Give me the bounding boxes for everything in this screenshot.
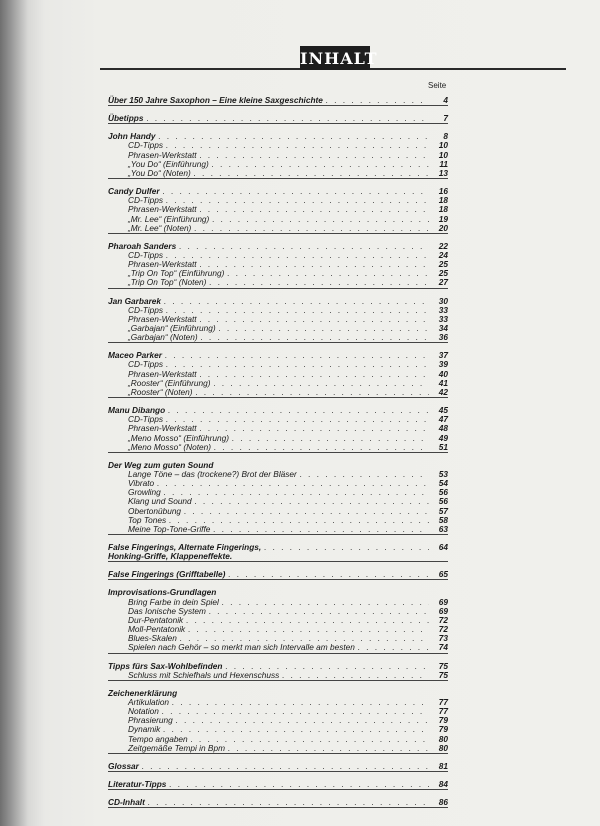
dot-leader bbox=[326, 95, 429, 105]
toc-entry-page: 54 bbox=[438, 478, 448, 489]
toc-entry-title: Top Tones bbox=[128, 514, 167, 525]
toc-entry-title: False Fingerings, Alternate Fingerings, bbox=[108, 542, 262, 552]
toc-entry-title: Candy Dulfer bbox=[108, 186, 160, 197]
toc-entry-title: „Mr. Lee“ (Einführung) bbox=[128, 213, 210, 224]
toc-entry-page: 56 bbox=[438, 496, 448, 507]
toc-entry-page: 72 bbox=[438, 624, 448, 635]
dot-leader bbox=[209, 277, 429, 287]
toc-entry[interactable] bbox=[108, 442, 448, 452]
toc-entry-title: Über 150 Jahre Saxophon – Eine kleine Saxgeschichte bbox=[108, 95, 323, 105]
toc-entry-page: 27 bbox=[438, 277, 448, 288]
toc-entry-page: 18 bbox=[438, 195, 448, 206]
toc-entry-page: 39 bbox=[438, 359, 448, 370]
toc-entry-title: Bring Farbe in dein Spiel bbox=[128, 596, 219, 607]
section-divider bbox=[108, 178, 448, 179]
toc-entry-page: 16 bbox=[438, 186, 448, 197]
toc-entry-page: 77 bbox=[438, 696, 448, 707]
toc-entry-title: CD-Tipps bbox=[128, 304, 163, 315]
toc-entry-title: Moll-Pentatonik bbox=[128, 624, 186, 635]
toc-entry[interactable] bbox=[108, 168, 448, 178]
toc-entry[interactable] bbox=[108, 761, 448, 771]
toc-entry-title: Phrasen-Werkstatt bbox=[128, 149, 197, 160]
toc-entry-title: CD-Tipps bbox=[128, 140, 163, 151]
toc-entry-page: 63 bbox=[438, 523, 448, 534]
toc-entry-title: Phrasierung bbox=[128, 715, 173, 726]
toc-entry-page: 79 bbox=[438, 715, 448, 726]
dot-leader bbox=[282, 670, 429, 680]
toc-entry[interactable] bbox=[108, 779, 448, 789]
dot-leader bbox=[214, 442, 429, 452]
toc-entry-page: 77 bbox=[438, 706, 448, 717]
toc-entry[interactable] bbox=[108, 332, 448, 342]
toc-entry[interactable] bbox=[108, 670, 448, 680]
toc-entry-title: Übetipps bbox=[108, 113, 144, 124]
toc-entry-page: 10 bbox=[438, 149, 448, 160]
toc-entry-title: CD-Tipps bbox=[128, 359, 163, 370]
toc-entry-title: Klang und Sound bbox=[128, 496, 192, 507]
dot-leader bbox=[148, 797, 429, 807]
toc-entry-title: Zeitgemäße Tempi in Bpm bbox=[128, 742, 225, 753]
toc-entry-title: „Garbajan“ (Noten) bbox=[128, 332, 198, 343]
section-divider bbox=[108, 771, 448, 772]
toc-entry-title: „You Do“ (Einführung) bbox=[128, 158, 209, 169]
section-divider bbox=[108, 233, 448, 234]
section-divider bbox=[108, 753, 448, 754]
toc-entry-title: Phrasen-Werkstatt bbox=[128, 204, 197, 215]
section-divider bbox=[108, 397, 448, 398]
toc-entry-title: Phrasen-Werkstatt bbox=[128, 259, 197, 270]
toc-entry-title: CD-Tipps bbox=[128, 414, 163, 425]
toc-entry-page: 13 bbox=[438, 167, 448, 178]
toc-entry-title: „You Do“ (Noten) bbox=[128, 167, 191, 178]
toc-entry-title: Improvisations-Grundlagen bbox=[108, 587, 217, 598]
toc-entry-page: 20 bbox=[438, 222, 448, 233]
toc-entry-title: Glossar bbox=[108, 760, 139, 771]
dot-leader bbox=[228, 569, 429, 579]
toc-entry[interactable] bbox=[108, 524, 448, 534]
toc-entry-title: Zeichenerklärung bbox=[108, 687, 178, 698]
section-divider bbox=[108, 534, 448, 535]
toc-entry-page: 74 bbox=[438, 642, 448, 653]
toc-entry-page: 86 bbox=[438, 797, 448, 808]
toc-entry-page: 45 bbox=[438, 405, 448, 416]
dot-leader bbox=[194, 223, 429, 233]
toc-entry-page: 18 bbox=[438, 204, 448, 215]
toc-entry-title: Notation bbox=[128, 706, 159, 717]
toc-entry[interactable] bbox=[108, 642, 448, 652]
page-column-label: Seite bbox=[428, 81, 447, 90]
toc-entry-title: Meine Top-Tone-Griffe bbox=[128, 523, 211, 534]
toc-entry[interactable] bbox=[108, 113, 448, 123]
toc-entry-title: Tipps fürs Sax-Wohlbefinden bbox=[108, 660, 223, 671]
dot-leader bbox=[213, 524, 429, 534]
toc-entry-page: 65 bbox=[438, 569, 448, 580]
toc-entry-page: 84 bbox=[438, 779, 448, 789]
section-divider bbox=[108, 561, 448, 562]
section-divider bbox=[108, 342, 448, 343]
toc-entry-title: CD-Tipps bbox=[128, 249, 163, 260]
toc-entry-page: 80 bbox=[438, 742, 448, 753]
toc-entry[interactable] bbox=[108, 743, 448, 753]
toc-entry-title: Vibrato bbox=[128, 478, 155, 489]
toc-entry-title: Artikulation bbox=[128, 696, 170, 707]
toc-entry-title: Maceo Parker bbox=[108, 350, 162, 361]
toc-entry-title: Literatur-Tipps bbox=[108, 779, 167, 789]
toc-entry-page: 37 bbox=[438, 350, 448, 361]
toc-entry-title: Der Weg zum guten Sound bbox=[108, 459, 214, 470]
section-divider bbox=[108, 123, 448, 124]
toc-entry-page: 24 bbox=[438, 249, 448, 260]
toc-entry-page: 25 bbox=[438, 259, 448, 270]
toc-entry-page: 30 bbox=[438, 295, 448, 306]
bleed-through-text bbox=[448, 60, 600, 820]
toc-entry-title: Phrasen-Werkstatt bbox=[128, 313, 197, 324]
dot-leader bbox=[358, 642, 429, 652]
toc-entry-title: „Trip On Top“ (Einführung) bbox=[128, 268, 225, 279]
toc-entry[interactable] bbox=[108, 569, 448, 579]
toc-entry-page: 42 bbox=[438, 386, 448, 397]
toc-entry-page: 33 bbox=[438, 304, 448, 315]
toc-entry-page: 25 bbox=[438, 268, 448, 279]
toc-entry-page: 8 bbox=[443, 131, 448, 142]
toc-entry[interactable] bbox=[108, 551, 448, 561]
dot-leader bbox=[194, 168, 429, 178]
toc-entry-page: 51 bbox=[438, 441, 448, 452]
toc-entry-page: 75 bbox=[438, 669, 448, 680]
toc-entry-page: 48 bbox=[438, 423, 448, 434]
toc-entry-title: Pharoah Sanders bbox=[108, 240, 177, 251]
toc-entry-title: „Meno Mosso“ (Noten) bbox=[128, 441, 211, 452]
toc-entry-page: 11 bbox=[439, 158, 448, 169]
toc-entry[interactable] bbox=[108, 797, 448, 807]
toc-entry-page: 81 bbox=[438, 760, 448, 771]
dot-leader bbox=[228, 743, 429, 753]
toc-entry-page: 19 bbox=[438, 213, 448, 224]
toc-entry-page: 73 bbox=[438, 633, 448, 644]
toc-entry-page: 22 bbox=[438, 240, 448, 251]
section-divider bbox=[108, 807, 448, 808]
toc-entry-page: 41 bbox=[438, 377, 448, 388]
toc-entry-page: 56 bbox=[438, 487, 448, 498]
toc-entry-title: Manu Dibango bbox=[108, 405, 166, 416]
toc-entry-title: Dur-Pentatonik bbox=[128, 614, 184, 625]
toc-entry[interactable] bbox=[108, 95, 448, 105]
toc-entry-title: Spielen nach Gehör – so merkt man sich Intervalle am besten bbox=[128, 642, 355, 653]
toc-entry-title: CD-Tipps bbox=[128, 195, 163, 206]
toc-entry-page: 7 bbox=[443, 113, 448, 124]
toc-entry-title: False Fingerings (Grifftabelle) bbox=[108, 569, 226, 580]
toc-entry-title: Lange Töne – das (trockene?) Brot der Bläser bbox=[128, 468, 297, 479]
section-divider bbox=[108, 452, 448, 453]
section-divider bbox=[108, 288, 448, 289]
toc-entry-page: 80 bbox=[438, 733, 448, 744]
section-divider bbox=[108, 105, 448, 106]
toc-entry-title: Das Ionische System bbox=[128, 605, 206, 616]
dot-leader bbox=[147, 113, 430, 123]
toc-entry-page: 34 bbox=[438, 323, 448, 333]
dot-leader bbox=[201, 332, 429, 342]
toc-entry-title: „Trip On Top“ (Noten) bbox=[128, 277, 207, 288]
toc-entry-page: 75 bbox=[438, 660, 448, 671]
toc-entry-title: Phrasen-Werkstatt bbox=[128, 368, 197, 379]
dot-leader bbox=[196, 387, 429, 397]
toc-entry-title: Blues-Skalen bbox=[128, 633, 177, 644]
toc-entry-title: „Meno Mosso“ (Einführung) bbox=[128, 432, 229, 443]
toc-entry-page: 69 bbox=[438, 605, 448, 616]
toc-entry-page: 72 bbox=[438, 614, 448, 625]
toc-entry-page: 40 bbox=[438, 368, 448, 379]
toc-entry-page: 36 bbox=[438, 332, 448, 343]
toc-entry-title: Growling bbox=[128, 487, 161, 498]
toc-entry-page: 57 bbox=[438, 505, 448, 516]
toc-entry-title: Honking-Griffe, Klappeneffekte. bbox=[108, 551, 233, 562]
toc-entry-title: Obertonübung bbox=[128, 505, 182, 516]
dot-leader bbox=[169, 779, 429, 789]
toc-entry-page: 4 bbox=[443, 95, 448, 105]
toc-entry[interactable] bbox=[108, 387, 448, 397]
toc-entry-title: Tempo angaben bbox=[128, 733, 188, 744]
toc-entry-page: 69 bbox=[438, 596, 448, 607]
toc-entry-title: „Mr. Lee“ (Noten) bbox=[128, 222, 192, 233]
toc-entry-page: 53 bbox=[438, 468, 448, 479]
toc-entry-title: „Garbajan“ (Einführung) bbox=[128, 323, 216, 333]
section-divider bbox=[108, 653, 448, 654]
toc-entry-title: Phrasen-Werkstatt bbox=[128, 423, 197, 434]
toc-entry-title: „Rooster“ (Einführung) bbox=[128, 377, 211, 388]
toc-entry-title: Dynamik bbox=[128, 724, 161, 735]
toc-entry-title: Jan Garbarek bbox=[108, 295, 162, 306]
section-divider bbox=[108, 579, 448, 580]
toc-entry[interactable] bbox=[108, 223, 448, 233]
toc-entry-page: 64 bbox=[438, 542, 448, 552]
toc-entry-page: 10 bbox=[438, 140, 448, 151]
toc-entry-page: 79 bbox=[438, 724, 448, 735]
section-divider bbox=[108, 680, 448, 681]
toc-entry-page: 58 bbox=[438, 514, 448, 525]
section-divider bbox=[108, 789, 448, 790]
toc-entry-page: 47 bbox=[438, 414, 448, 425]
toc-entry-title: „Rooster“ (Noten) bbox=[128, 386, 193, 397]
toc-entry-page: 49 bbox=[438, 432, 448, 443]
toc-entry-page: 33 bbox=[438, 313, 448, 324]
toc-entry[interactable] bbox=[108, 277, 448, 287]
toc-entry-title: John Handy bbox=[108, 131, 156, 142]
dot-leader bbox=[142, 761, 429, 771]
page-title: INHALT bbox=[300, 46, 370, 70]
toc-entry-title: CD-Inhalt bbox=[108, 797, 145, 808]
toc-entry-title: Schluss mit Schiefhals und Hexenschuss bbox=[128, 669, 280, 680]
